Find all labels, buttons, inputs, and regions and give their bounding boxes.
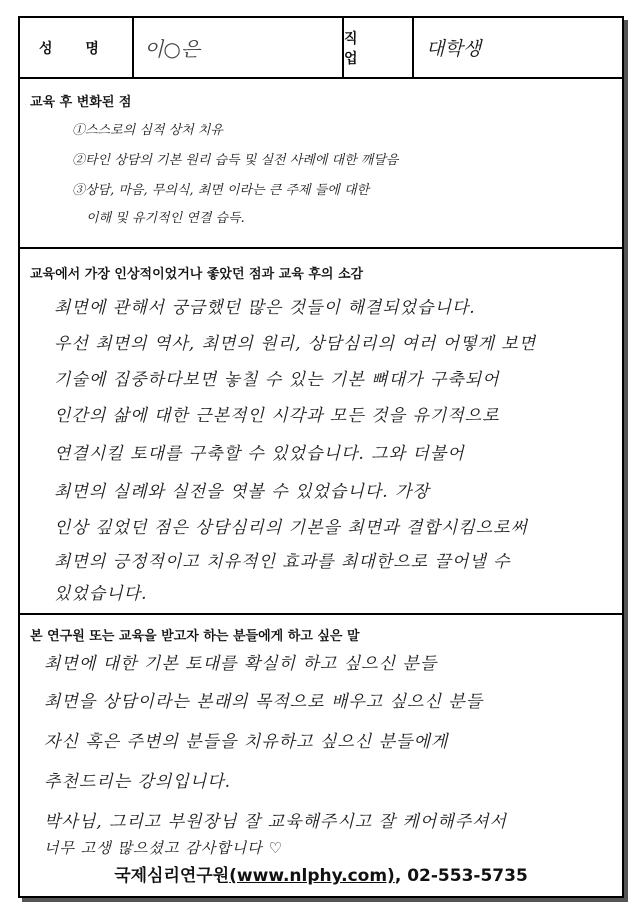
handwritten-line: 최면에 대한 기본 토대를 확실히 하고 싶으신 분들 — [44, 654, 438, 674]
section-title: 본 연구원 또는 교육을 받고자 하는 분들에게 하고 싶은 말 — [30, 629, 360, 644]
footer — [20, 861, 622, 886]
name-label: 성 명 — [39, 40, 113, 57]
job-value: 대학생 — [426, 38, 482, 60]
handwritten-line: 인간의 삶에 대한 근본적인 시각과 모든 것을 유기적으로 — [54, 406, 500, 426]
header-row — [20, 18, 622, 79]
handwritten-line: 인상 깊었던 점은 상담심리의 기본을 최면과 결합시킴으로써 — [54, 518, 528, 538]
section-title: 교육에서 가장 인상적이었거나 좋았던 점과 교육 후의 소감 — [30, 267, 364, 282]
handwritten-line: ③상담, 마음, 무의식, 최면 이라는 큰 주제 들에 대한 — [72, 183, 370, 198]
handwritten-line: 최면의 긍정적이고 치유적인 효과를 최대한으로 끌어낼 수 — [54, 552, 511, 572]
handwritten-line: 기술에 집중하다보면 놓칠 수 있는 기본 뼈대가 구축되어 — [54, 370, 500, 390]
job-label: 직 업 — [344, 30, 372, 67]
section-title: 교육 후 변화된 점 — [30, 95, 132, 110]
divider — [132, 18, 134, 77]
handwritten-line: 박사님, 그리고 부원장님 잘 교육해주시고 잘 케어해주셔서 — [44, 812, 507, 832]
handwritten-line: 최면을 상담이라는 본래의 목적으로 배우고 싶으신 분들 — [44, 692, 484, 712]
testimonial-form — [18, 16, 624, 898]
handwritten-line: 우선 최면의 역사, 최면의 원리, 상담심리의 여러 어떻게 보면 — [54, 334, 537, 354]
handwritten-line: 최면에 관해서 궁금했던 많은 것들이 해결되었습니다. — [54, 298, 476, 318]
handwritten-line: 자신 혹은 주변의 분들을 치유하고 싶으신 분들에게 — [44, 732, 449, 752]
handwritten-line: 있었습니다. — [54, 584, 148, 604]
name-value: 이○은 — [144, 37, 201, 61]
handwritten-line: 추천드리는 강의입니다. — [44, 772, 232, 792]
section-message — [20, 615, 622, 860]
website-link[interactable]: (www.nlphy.com) — [229, 866, 395, 886]
divider — [412, 18, 414, 77]
section-changes — [20, 77, 622, 247]
handwritten-line: 연결시킬 토대를 구축할 수 있었습니다. 그와 더불어 — [54, 444, 465, 464]
handwritten-line: 너무 고생 많으셨고 감사합니다 ♡ — [44, 839, 283, 857]
org-name: 국제심리연구원 — [114, 866, 230, 886]
handwritten-line: 최면의 실례와 실전을 엿볼 수 있었습니다. 가장 — [54, 482, 430, 502]
handwritten-line: ①스스로의 심적 상처 치유 — [72, 123, 223, 138]
handwritten-line: 이해 및 유기적인 연결 습득. — [86, 211, 245, 226]
section-impressions — [20, 249, 622, 613]
handwritten-line: ②타인 상담의 기본 원리 습득 및 실전 사례에 대한 깨달음 — [72, 153, 399, 168]
phone-number: , 02-553-5735 — [394, 866, 528, 886]
